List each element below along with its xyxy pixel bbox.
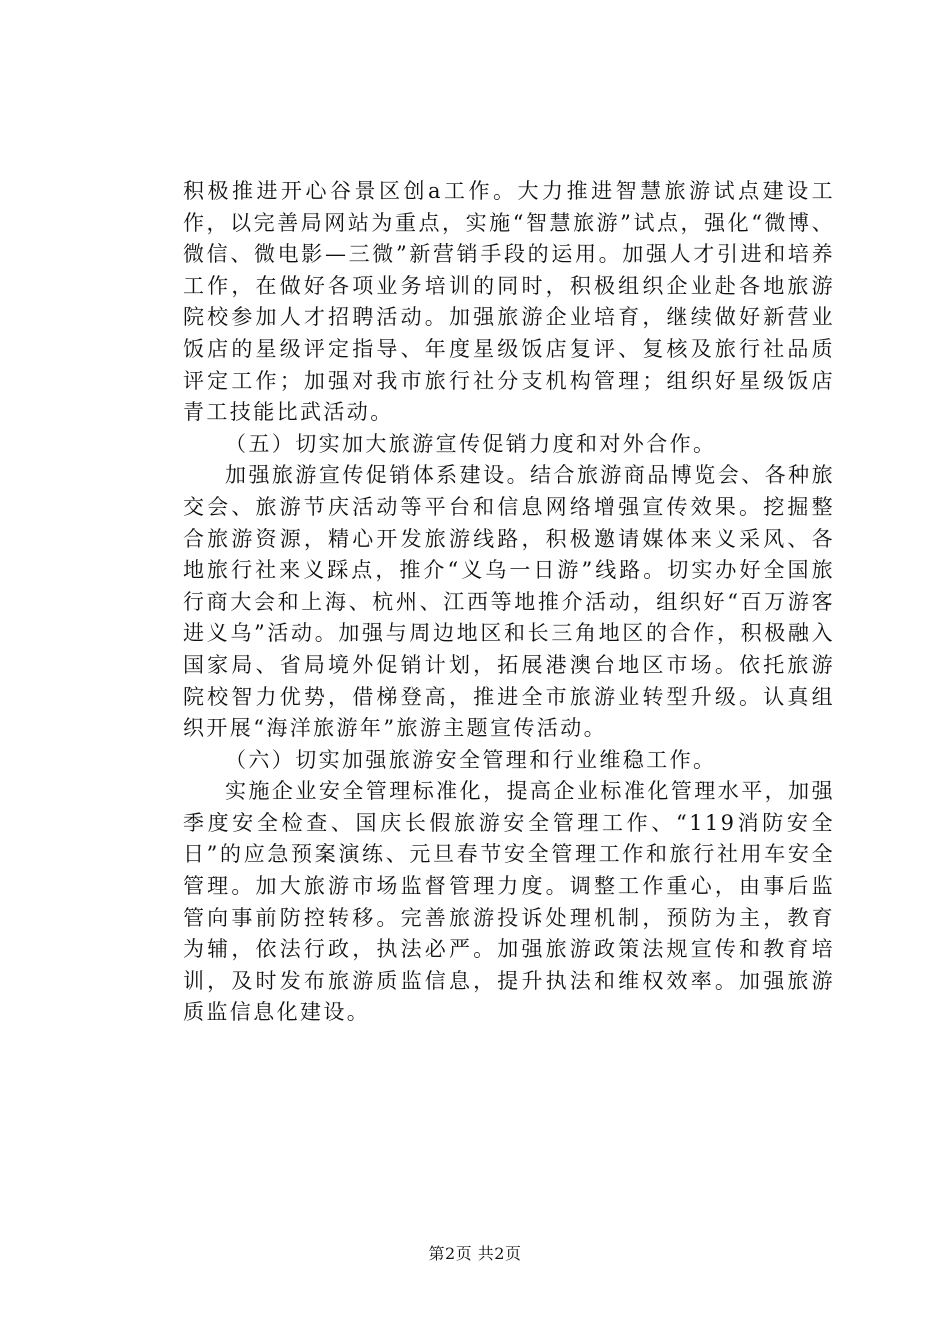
paragraph-safety: 实施企业安全管理标准化，提高企业标准化管理水平，加强季度安全检查、国庆长假旅游安全管理工作、“119消防安全日”的应急预案演练、元旦春节安全管理工作和旅行社用车安全管理。加大旅游市场监督管理力度。调整工作重心，由事后监管向事前防控转移。完善旅游投诉处理机制，预防为主，教育为辅，依法行政，执法必严。加强旅游政策法规宣传和教育培训，及时发布旅游质监信息，提升执法和维权效率。加强旅游质监信息化建设。: [183, 779, 835, 1025]
page-footer: 第2页 共2页: [428, 1244, 522, 1263]
paragraph-continuation: 积极推进开心谷景区创a工作。大力推进智慧旅游试点建设工作，以完善局网站为重点，实施“智慧旅游”试点，强化“微博、微信、微电影—三微”新营销手段的运用。加强人才引进和培养工作，在做好各项业务培训的同时，积极组织企业赴各地旅游院校参加人才招聘活动。加强旅游企业培育，继续做好新营业饭店的星级评定指导、年度星级饭店复评、复核及旅行社品质评定工作；加强对我市旅行社分支机构管理；组织好星级饭店青工技能比武活动。: [183, 179, 835, 425]
section-heading-six: （六）切实加强旅游安全管理和行业维稳工作。: [225, 747, 717, 772]
document-body: [183, 176, 835, 1029]
section-heading-five: （五）切实加大旅游宣传促销力度和对外合作。: [225, 431, 717, 456]
paragraph-promotion: 加强旅游宣传促销体系建设。结合旅游商品博览会、各种旅交会、旅游节庆活动等平台和信息网络增强宣传效果。挖掘整合旅游资源，精心开发旅游线路，积极邀请媒体来义采风、各地旅行社来义踩点，推介“义乌一日游”线路。切实办好全国旅行商大会和上海、杭州、江西等地推介活动，组织好“百万游客进义乌”活动。加强与周边地区和长三角地区的合作，积极融入国家局、省局境外促销计划，拓展港澳台地区市场。依托旅游院校智力优势，借梯登高，推进全市旅游业转型升级。认真组织开展“海洋旅游年”旅游主题宣传活动。: [183, 463, 835, 741]
